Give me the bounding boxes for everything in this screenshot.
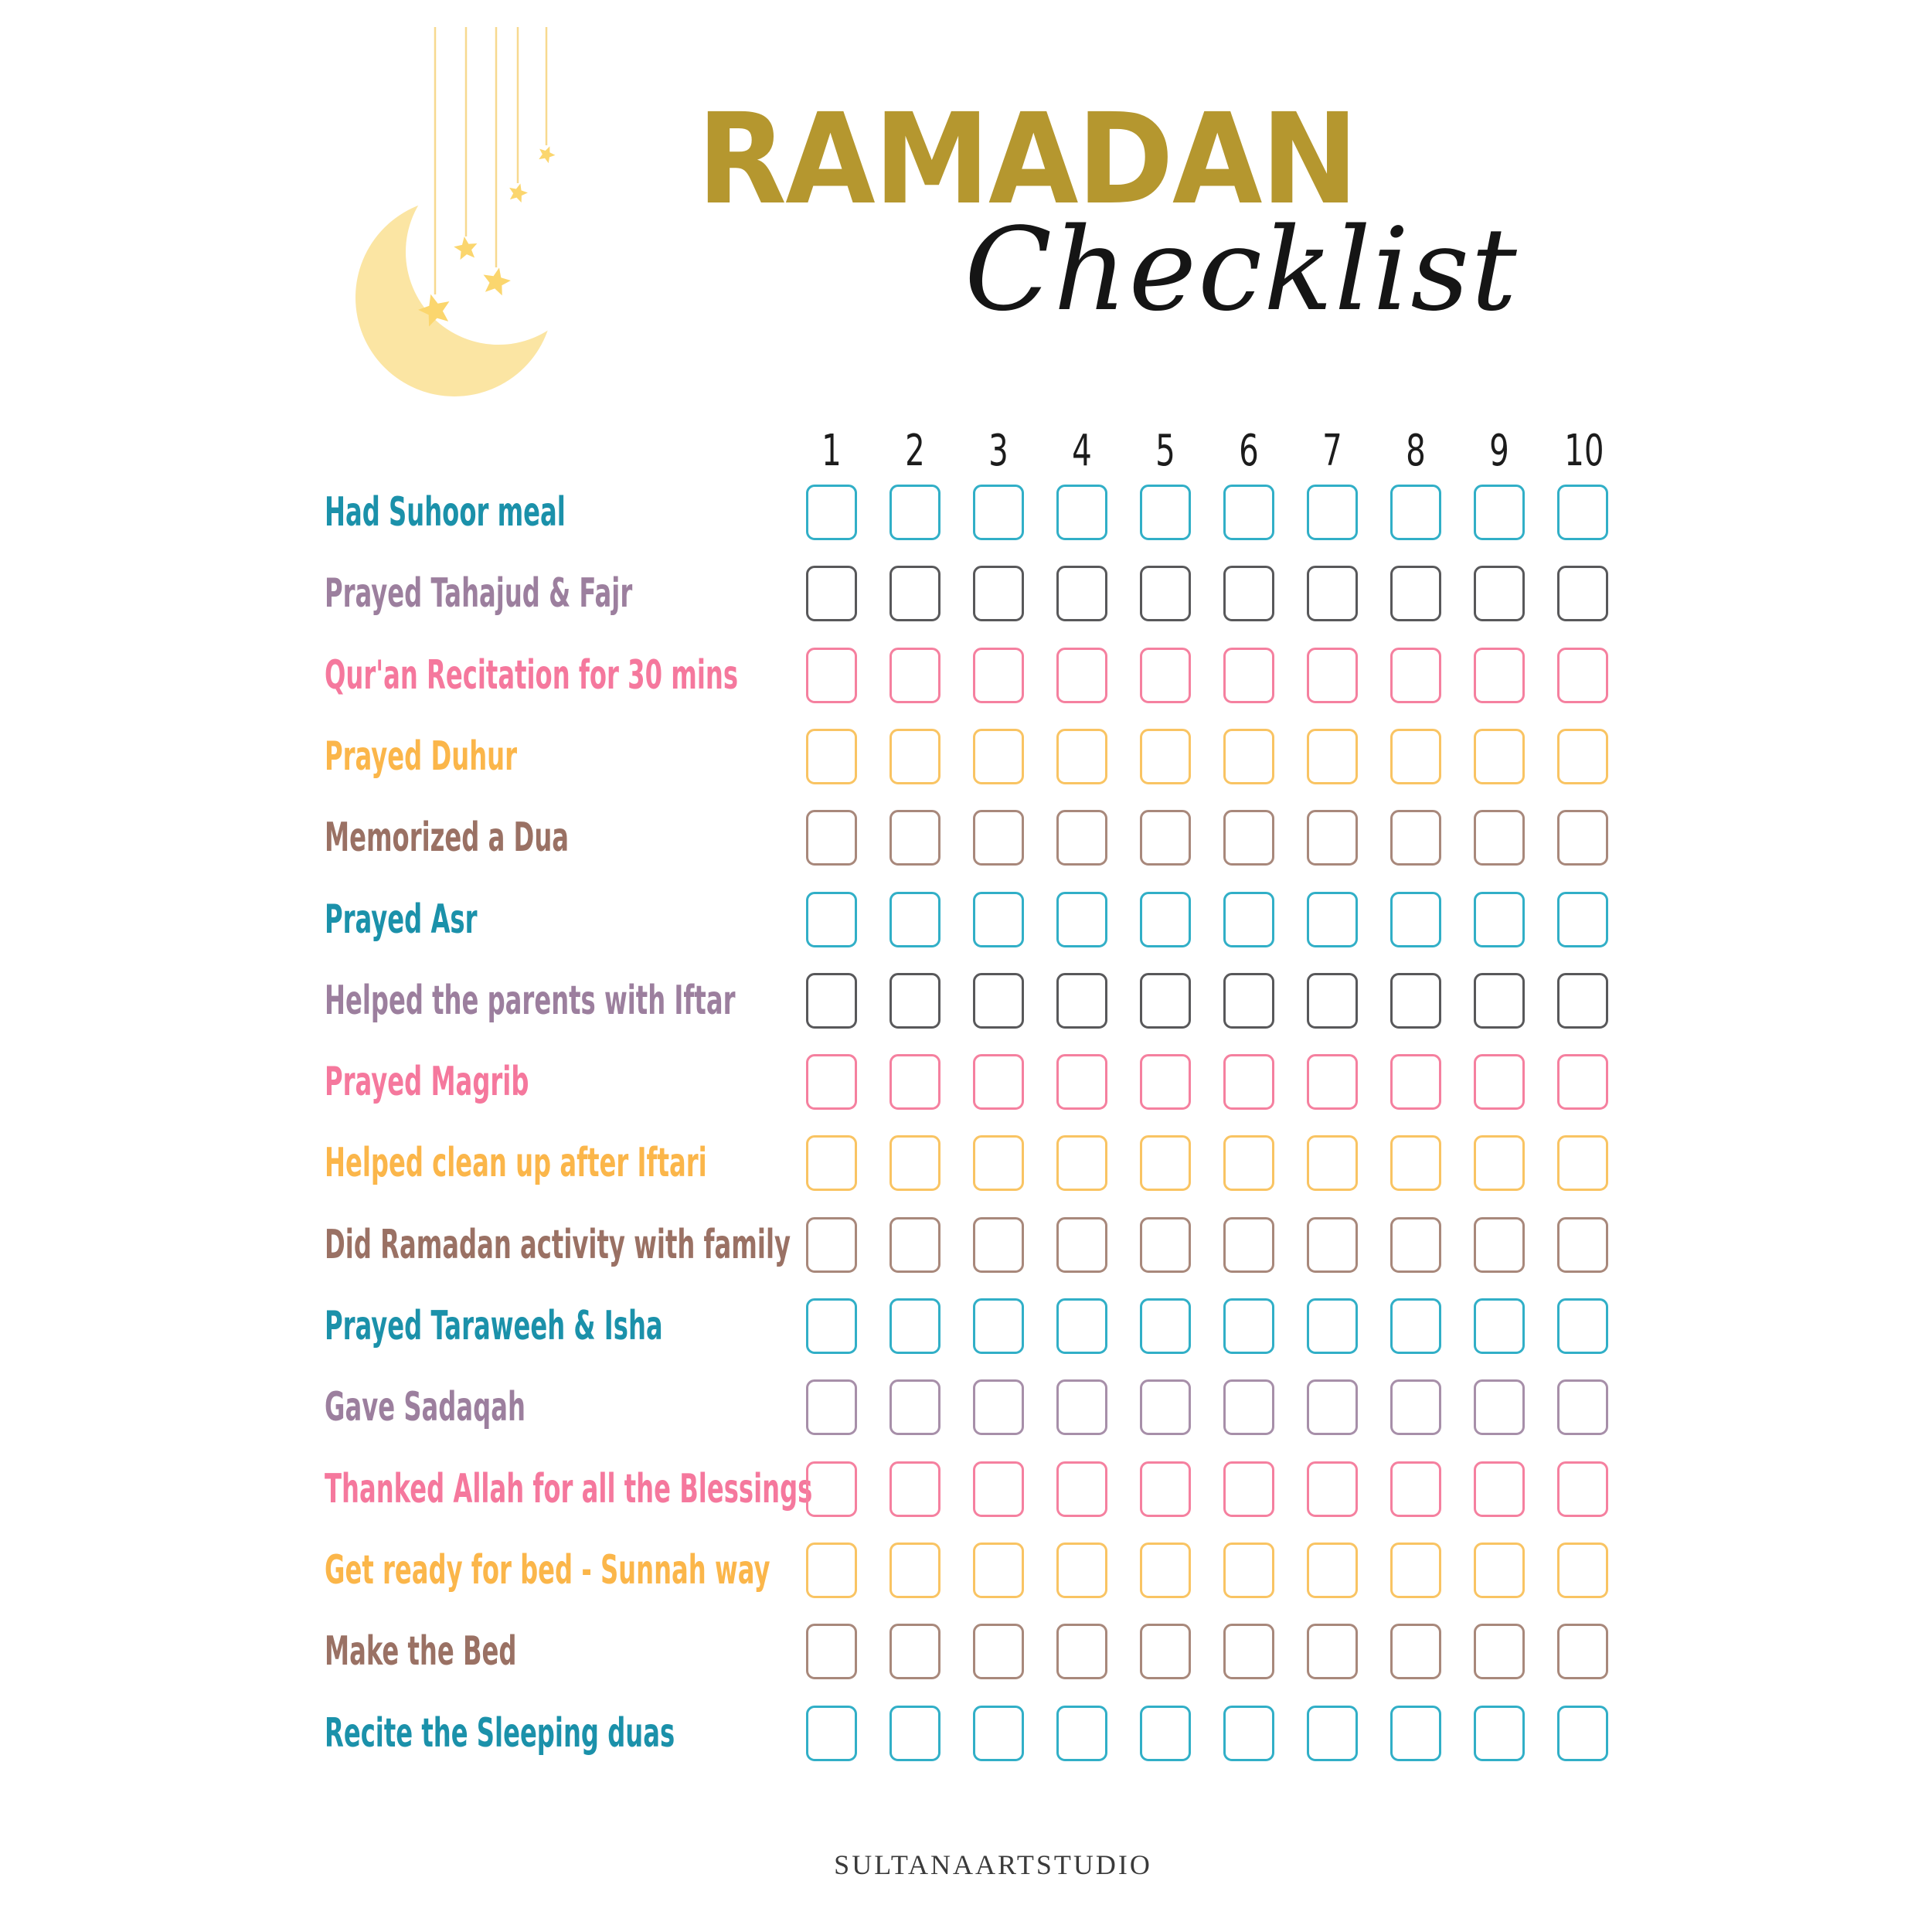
day-checkbox[interactable]	[1307, 1624, 1358, 1679]
day-checkbox[interactable]	[1140, 1543, 1191, 1598]
day-checkbox[interactable]	[1557, 729, 1608, 784]
row-label: Prayed Tahajud & Fajr	[325, 570, 633, 617]
day-checkbox[interactable]	[973, 1054, 1024, 1110]
day-checkbox[interactable]	[1140, 1706, 1191, 1761]
day-number: 8	[1406, 426, 1426, 476]
day-checkbox[interactable]	[1557, 1135, 1608, 1191]
day-checkbox[interactable]	[806, 1706, 857, 1761]
day-checkbox[interactable]	[1223, 1135, 1274, 1191]
day-checkbox[interactable]	[1307, 566, 1358, 621]
day-checkbox[interactable]	[889, 1054, 940, 1110]
row-label: Recite the Sleeping duas	[325, 1709, 675, 1757]
checklist-row	[0, 1217, 1932, 1273]
day-checkbox[interactable]	[1223, 1706, 1274, 1761]
row-label: Helped the parents with Iftar	[325, 977, 736, 1024]
checklist-row	[0, 566, 1932, 621]
checklist-row	[0, 1543, 1932, 1598]
day-number: 10	[1564, 426, 1604, 476]
day-checkbox[interactable]	[1474, 892, 1525, 947]
day-checkbox[interactable]	[889, 1135, 940, 1191]
day-checkbox[interactable]	[1557, 566, 1608, 621]
checklist-row	[0, 1135, 1932, 1191]
day-number: 9	[1489, 426, 1509, 476]
day-checkbox[interactable]	[1056, 1054, 1107, 1110]
day-checkbox[interactable]	[973, 892, 1024, 947]
day-checkbox[interactable]	[1056, 1461, 1107, 1517]
checklist-row	[0, 892, 1932, 947]
day-checkbox[interactable]	[1557, 1379, 1608, 1435]
day-checkbox[interactable]	[1390, 1135, 1441, 1191]
row-label: Prayed Duhur	[325, 733, 517, 780]
day-checkbox[interactable]	[1307, 1217, 1358, 1273]
checklist-row	[0, 648, 1932, 703]
day-checkbox[interactable]	[1056, 1624, 1107, 1679]
day-checkbox[interactable]	[973, 1379, 1024, 1435]
day-number: 2	[905, 426, 925, 476]
checklist-row	[0, 729, 1932, 784]
day-number: 6	[1239, 426, 1259, 476]
day-checkbox[interactable]	[1474, 1379, 1525, 1435]
day-checkbox[interactable]	[973, 729, 1024, 784]
day-checkbox[interactable]	[806, 1217, 857, 1273]
day-checkbox[interactable]	[973, 485, 1024, 540]
day-checkbox[interactable]	[1474, 648, 1525, 703]
day-checkbox[interactable]	[1390, 566, 1441, 621]
day-checkbox[interactable]	[1307, 810, 1358, 866]
day-checkbox[interactable]	[889, 729, 940, 784]
day-checkbox[interactable]	[889, 1706, 940, 1761]
day-checkbox[interactable]	[1140, 810, 1191, 866]
day-checkbox[interactable]	[1056, 810, 1107, 866]
row-label: Prayed Taraweeh & Isha	[325, 1303, 663, 1349]
day-checkbox[interactable]	[1140, 566, 1191, 621]
day-checkbox[interactable]	[806, 1461, 857, 1517]
day-checkbox[interactable]	[973, 1461, 1024, 1517]
day-checkbox[interactable]	[1390, 1379, 1441, 1435]
day-checkbox[interactable]	[1474, 1624, 1525, 1679]
day-checkbox[interactable]	[1056, 566, 1107, 621]
day-checkbox[interactable]	[806, 973, 857, 1029]
day-checkbox[interactable]	[1223, 566, 1274, 621]
day-checkbox[interactable]	[1390, 729, 1441, 784]
day-checkbox[interactable]	[1223, 485, 1274, 540]
day-checkbox[interactable]	[806, 729, 857, 784]
day-checkbox[interactable]	[1056, 485, 1107, 540]
day-checkbox[interactable]	[1390, 1054, 1441, 1110]
day-checkbox[interactable]	[1223, 1054, 1274, 1110]
day-checkbox[interactable]	[1557, 892, 1608, 947]
day-checkbox[interactable]	[1307, 1298, 1358, 1354]
studio-credit: SULTANAARTSTUDIO	[834, 1849, 1152, 1880]
day-checkbox[interactable]	[889, 1217, 940, 1273]
row-label: Prayed Magrib	[325, 1059, 529, 1106]
day-checkbox[interactable]	[973, 973, 1024, 1029]
day-number: 7	[1322, 426, 1342, 476]
day-checkbox[interactable]	[1056, 1543, 1107, 1598]
day-checkbox[interactable]	[1557, 1461, 1608, 1517]
day-checkbox[interactable]	[1056, 1379, 1107, 1435]
day-checkbox[interactable]	[1390, 648, 1441, 703]
checklist-row	[0, 485, 1932, 540]
day-checkbox[interactable]	[806, 1624, 857, 1679]
day-checkbox[interactable]	[806, 1379, 857, 1435]
day-checkbox[interactable]	[806, 1054, 857, 1110]
day-checkbox[interactable]	[1557, 1298, 1608, 1354]
day-checkbox[interactable]	[1056, 648, 1107, 703]
row-label: Memorized a Dua	[325, 815, 570, 862]
day-checkbox[interactable]	[1223, 892, 1274, 947]
day-checkbox[interactable]	[1307, 1461, 1358, 1517]
day-checkbox[interactable]	[889, 1461, 940, 1517]
day-checkbox[interactable]	[973, 1217, 1024, 1273]
day-checkbox[interactable]	[1390, 1461, 1441, 1517]
day-checkbox[interactable]	[1307, 729, 1358, 784]
day-checkbox[interactable]	[1307, 648, 1358, 703]
checklist-row	[0, 1298, 1932, 1354]
checklist-row	[0, 1054, 1932, 1110]
checklist-row	[0, 1379, 1932, 1435]
day-checkbox[interactable]	[1307, 892, 1358, 947]
day-checkbox[interactable]	[806, 648, 857, 703]
day-checkbox[interactable]	[1557, 1217, 1608, 1273]
day-checkbox[interactable]	[889, 485, 940, 540]
day-checkbox[interactable]	[1390, 1706, 1441, 1761]
day-checkbox[interactable]	[1557, 648, 1608, 703]
day-checkbox[interactable]	[1557, 973, 1608, 1029]
day-checkbox[interactable]	[806, 566, 857, 621]
day-checkbox[interactable]	[1474, 1298, 1525, 1354]
day-checkbox[interactable]	[1140, 1379, 1191, 1435]
day-checkbox[interactable]	[1223, 1379, 1274, 1435]
row-label: Get ready for bed - Sunnah way	[325, 1546, 770, 1594]
day-checkbox[interactable]	[973, 810, 1024, 866]
day-checkbox[interactable]	[1140, 729, 1191, 784]
checklist-row	[0, 1624, 1932, 1679]
day-checkbox[interactable]	[889, 1379, 940, 1435]
day-checkbox[interactable]	[973, 1543, 1024, 1598]
day-checkbox[interactable]	[1056, 892, 1107, 947]
day-checkbox[interactable]	[1557, 810, 1608, 866]
day-checkbox[interactable]	[1223, 729, 1274, 784]
checklist-row	[0, 810, 1932, 866]
day-checkbox[interactable]	[1140, 1135, 1191, 1191]
day-checkbox[interactable]	[1474, 1461, 1525, 1517]
row-label: Gave Sadaqah	[325, 1384, 526, 1431]
day-checkbox[interactable]	[1140, 485, 1191, 540]
day-checkbox[interactable]	[973, 1135, 1024, 1191]
day-checkbox[interactable]	[1223, 1543, 1274, 1598]
day-checkbox[interactable]	[973, 648, 1024, 703]
day-checkbox[interactable]	[1140, 648, 1191, 703]
row-label: Thanked Allah for all the Blessings	[325, 1465, 813, 1512]
day-checkbox[interactable]	[973, 1298, 1024, 1354]
day-checkbox[interactable]	[1140, 1054, 1191, 1110]
page-title: RAMADAN	[697, 87, 1357, 233]
day-checkbox[interactable]	[806, 1543, 857, 1598]
day-checkbox[interactable]	[1390, 892, 1441, 947]
day-checkbox[interactable]	[1140, 892, 1191, 947]
day-number: 4	[1072, 426, 1092, 476]
day-checkbox[interactable]	[973, 1624, 1024, 1679]
day-checkbox[interactable]	[889, 892, 940, 947]
day-checkbox[interactable]	[889, 1543, 940, 1598]
row-label: Prayed Asr	[325, 896, 478, 943]
day-checkbox[interactable]	[1223, 1298, 1274, 1354]
day-checkbox[interactable]	[1223, 1624, 1274, 1679]
day-checkbox[interactable]	[1307, 1543, 1358, 1598]
row-label: Had Suhoor meal	[325, 489, 566, 536]
day-checkbox[interactable]	[806, 1135, 857, 1191]
day-checkbox[interactable]	[1307, 1135, 1358, 1191]
checklist-row	[0, 1461, 1932, 1517]
checklist-row	[0, 973, 1932, 1029]
day-checkbox[interactable]	[1140, 1624, 1191, 1679]
day-checkbox[interactable]	[1474, 566, 1525, 621]
day-number: 5	[1155, 426, 1175, 476]
day-checkbox[interactable]	[1390, 485, 1441, 540]
day-checkbox[interactable]	[1390, 1624, 1441, 1679]
day-checkbox[interactable]	[1474, 1054, 1525, 1110]
row-label: Qur'an Recitation for 30 mins	[325, 651, 739, 699]
row-label: Helped clean up after Iftari	[325, 1140, 707, 1187]
day-checkbox[interactable]	[1140, 973, 1191, 1029]
day-checkbox[interactable]	[1140, 1461, 1191, 1517]
day-checkbox[interactable]	[1307, 1706, 1358, 1761]
day-checkbox[interactable]	[889, 1298, 940, 1354]
day-checkbox[interactable]	[1140, 1217, 1191, 1273]
day-checkbox[interactable]	[1307, 485, 1358, 540]
day-checkbox[interactable]	[1056, 973, 1107, 1029]
checklist-row	[0, 1706, 1932, 1761]
day-checkbox[interactable]	[1056, 1217, 1107, 1273]
day-checkbox[interactable]	[1557, 1054, 1608, 1110]
day-checkbox[interactable]	[889, 566, 940, 621]
day-checkbox[interactable]	[1223, 1217, 1274, 1273]
day-checkbox[interactable]	[1223, 1461, 1274, 1517]
row-label: Did Ramadan activity with family	[325, 1221, 791, 1268]
page-subtitle: Checklist	[964, 203, 1519, 336]
day-number: 1	[821, 426, 842, 476]
day-checkbox[interactable]	[1307, 973, 1358, 1029]
row-label: Make the Bed	[325, 1628, 517, 1675]
day-checkbox[interactable]	[1474, 1217, 1525, 1273]
day-checkbox[interactable]	[1474, 973, 1525, 1029]
day-checkbox[interactable]	[1056, 1135, 1107, 1191]
day-checkbox[interactable]	[1307, 1379, 1358, 1435]
day-checkbox[interactable]	[1223, 973, 1274, 1029]
day-checkbox[interactable]	[1474, 1543, 1525, 1598]
day-checkbox[interactable]	[889, 810, 940, 866]
day-checkbox[interactable]	[1307, 1054, 1358, 1110]
day-checkbox[interactable]	[1223, 648, 1274, 703]
day-checkbox[interactable]	[1474, 1135, 1525, 1191]
day-checkbox[interactable]	[1474, 810, 1525, 866]
day-checkbox[interactable]	[1056, 1298, 1107, 1354]
day-checkbox[interactable]	[1474, 1706, 1525, 1761]
day-checkbox[interactable]	[806, 892, 857, 947]
day-checkbox[interactable]	[889, 973, 940, 1029]
day-checkbox[interactable]	[1390, 810, 1441, 866]
day-checkbox[interactable]	[1390, 1298, 1441, 1354]
day-checkbox[interactable]	[1557, 1706, 1608, 1761]
day-checkbox[interactable]	[1223, 810, 1274, 866]
day-checkbox[interactable]	[1474, 485, 1525, 540]
day-checkbox[interactable]	[889, 648, 940, 703]
day-checkbox[interactable]	[806, 485, 857, 540]
day-checkbox[interactable]	[1474, 729, 1525, 784]
day-checkbox[interactable]	[1557, 1543, 1608, 1598]
day-checkbox[interactable]	[1557, 485, 1608, 540]
day-checkbox[interactable]	[1390, 1217, 1441, 1273]
day-checkbox[interactable]	[1140, 1298, 1191, 1354]
day-checkbox[interactable]	[1390, 973, 1441, 1029]
day-checkbox[interactable]	[806, 810, 857, 866]
day-checkbox[interactable]	[1056, 1706, 1107, 1761]
day-checkbox[interactable]	[1056, 729, 1107, 784]
day-checkbox[interactable]	[1390, 1543, 1441, 1598]
day-checkbox[interactable]	[1557, 1624, 1608, 1679]
day-checkbox[interactable]	[973, 566, 1024, 621]
day-number: 3	[988, 426, 1009, 476]
day-checkbox[interactable]	[806, 1298, 857, 1354]
day-checkbox[interactable]	[973, 1706, 1024, 1761]
day-checkbox[interactable]	[889, 1624, 940, 1679]
